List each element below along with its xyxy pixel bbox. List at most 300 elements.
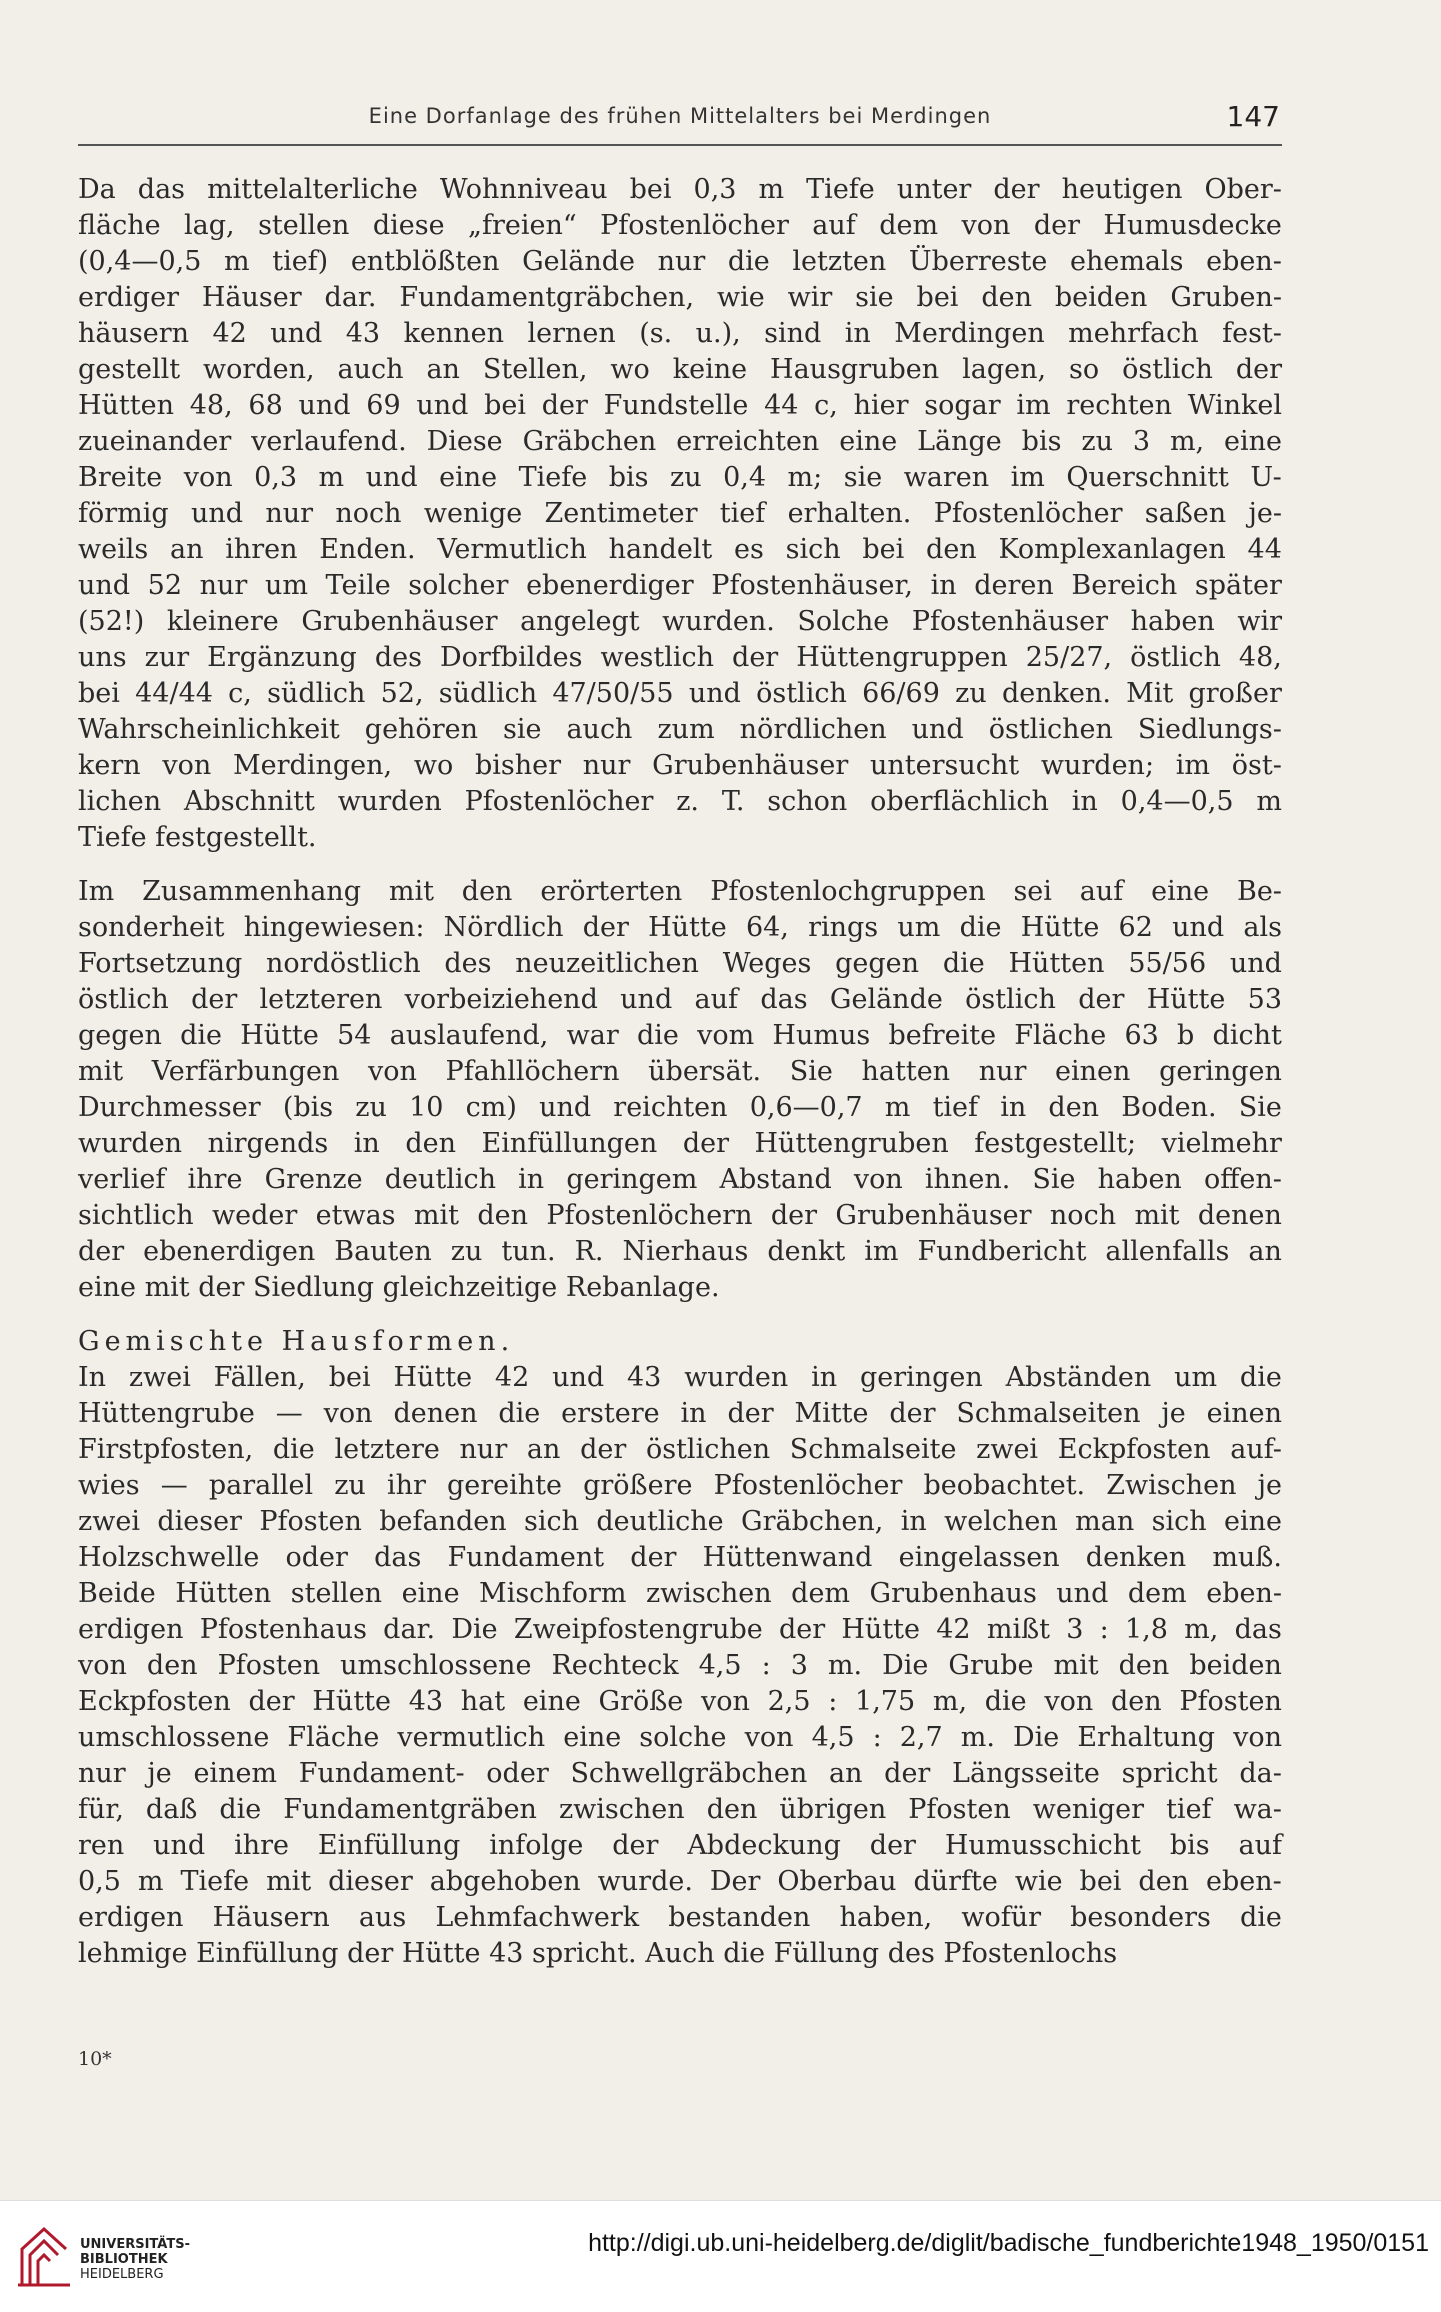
word: Pfostenhäuser [911,606,1108,637]
text-line [78,874,1282,910]
word: in [353,1128,380,1159]
word: U- [1250,462,1282,493]
word: deren [974,570,1054,601]
word: 1,75 [855,1686,916,1717]
word: waren [903,462,990,493]
word: die [180,1020,223,1051]
library-name [80,2237,190,2282]
word: den [461,876,513,907]
word: verlaufend. [251,426,407,457]
word: 48, [1238,642,1282,673]
text-line [78,1504,1282,1540]
word: Hütte [393,1362,473,1393]
word: Fundamentgräbchen, [399,282,695,313]
word: Oberbau [777,1866,897,1897]
text-line [78,1612,1282,1648]
word: die [219,1794,262,1825]
word: Pfostenlöcher [600,210,789,241]
word: Der [709,1866,761,1897]
word: 66/69 [862,678,940,709]
word: letzten [792,246,887,277]
word: Fundament- [298,1758,465,1789]
word: sogar [924,390,1001,421]
source-url-link[interactable]: http://digi.ub.uni-heidelberg.de/diglit/badische_fundberichte1948_1950/0151 [588,2229,1429,2257]
word: Be- [1236,876,1282,907]
word: nur [657,246,706,277]
word: Grenze [264,1164,363,1195]
word: lichen [78,786,162,817]
word: westlich [600,642,715,673]
word: denen [393,1398,478,1429]
word: Pfostenlöcher [464,786,654,817]
word: im [1016,390,1051,421]
word: nur [978,1056,1027,1087]
word: den [1110,1686,1162,1717]
word: sind [764,318,822,349]
word: kleinere [166,606,279,637]
word: von [961,210,1011,241]
word: oberflächlich [870,786,1049,817]
word: Hütte [841,1614,921,1645]
word: fest- [1222,318,1282,349]
word: auf [812,210,856,241]
word: Fällen, [213,1362,306,1393]
word: verlief [78,1164,166,1195]
word: 3 [790,1650,808,1681]
word: daß [145,1794,198,1825]
text-line [78,982,1282,1018]
word: mit [1053,1650,1099,1681]
word: „freien“ [467,210,577,241]
word: Längsseite [952,1758,1100,1789]
word: lag, [184,210,235,241]
text-line [78,946,1282,982]
word: wurden; [1040,750,1155,781]
word: wo [413,750,454,781]
word: für, [78,1794,124,1825]
word: 63 [1124,1020,1159,1051]
word: Schwellgräbchen [570,1758,808,1789]
word: zu [669,462,702,493]
word: beiden [1189,1650,1282,1681]
word: 42 [494,1362,530,1393]
word: bei [862,534,905,565]
word: angelegt [520,606,640,637]
word: einen [1206,1398,1282,1429]
word: zur [144,642,190,673]
word: Tiefe [180,1866,250,1897]
word: bei [916,282,959,313]
word: keine [672,354,748,385]
word: und [78,570,131,601]
text-line [78,1432,1282,1468]
word: 2,7 [899,1722,943,1753]
word: östlich [965,984,1056,1015]
word: Fundstelle [603,390,749,421]
word: Hütten [1008,948,1105,979]
word: Vermutlich [437,534,587,565]
word: : [761,1650,771,1681]
word: mehrfach [1068,318,1199,349]
word: Gräbchen [522,426,657,457]
text-line [78,1018,1282,1054]
word: eben- [1206,1866,1282,1897]
word: von [183,462,233,493]
word: Hütten [78,390,175,421]
text-line [78,784,1282,820]
word: östlichen [645,1434,771,1465]
text-line [78,1234,1282,1270]
word: dem [1127,1578,1187,1609]
word: geringen [1159,1056,1282,1087]
word: südlich [438,678,538,709]
word: 0,6—0,7 [749,1092,863,1123]
word: Zusammenhang [142,876,361,907]
text-line [78,172,1282,208]
text-line [78,208,1282,244]
word: stellen [258,210,350,241]
word: die [636,1020,679,1051]
word: reichten [613,1092,728,1123]
word: gestellt [78,354,181,385]
word: beiden [1054,282,1148,313]
word: bis [1169,1830,1210,1861]
word: gehören [364,714,478,745]
word: mißt [986,1614,1050,1645]
word: Die [882,1650,929,1681]
word: öst- [1231,750,1282,781]
word: oder [486,1758,549,1789]
word: an [1248,1236,1282,1267]
word: auf [1079,876,1124,907]
text-line [78,910,1282,946]
word: Grubenhäuser [652,750,849,781]
word: m, [1184,1614,1219,1645]
word: je [147,1758,172,1789]
word: 44/44 [135,678,213,709]
word: Die [1013,1722,1060,1753]
word: übrigen [779,1794,887,1825]
word: bei [629,174,672,205]
word: Pfosten [1179,1686,1282,1717]
word: auch [337,354,404,385]
word: das [374,1542,422,1573]
word: allenfalls [1105,1236,1230,1267]
word: der [869,1830,916,1861]
word: Grubenhaus [869,1578,1037,1609]
word: Pfosten [908,1794,1011,1825]
word: erdigen [78,1614,184,1645]
word: förmig [78,498,169,529]
word: tief [719,498,766,529]
word: worden, [203,354,315,385]
word: wa- [1233,1794,1282,1825]
word: einem [193,1758,278,1789]
word: wir [787,282,833,313]
word: eingelassen [898,1542,1060,1573]
text-line [78,388,1282,424]
word: von [368,1056,417,1087]
word: wenige [423,498,523,529]
word: von [700,1686,750,1717]
word: der [541,390,588,421]
word: die [984,1686,1027,1717]
word: umschlossene [78,1722,270,1753]
text-line [78,1756,1282,1792]
word: der [78,1236,125,1267]
text-line [78,748,1282,784]
word: m [137,1866,164,1897]
word: weils [78,534,149,565]
word: 47/50/55 [552,678,674,709]
word: Hütten [175,1578,272,1609]
word: wurden [337,786,442,817]
word: geringen [859,1362,983,1393]
word: Durchmesser [78,1092,261,1123]
word: 4,5 [811,1722,855,1753]
text-line [78,568,1282,604]
text-line [78,1396,1282,1432]
word: die [959,912,1002,943]
text-line [78,496,1282,532]
word: In [78,1362,107,1393]
word: von [323,1398,373,1429]
text-line [78,1720,1282,1756]
word: noch [1049,1200,1117,1231]
word: dem [879,210,939,241]
word: auch [566,714,633,745]
word: Eckpfosten [1057,1434,1211,1465]
word: Nördlich [443,912,564,943]
word: zwei [128,1362,191,1393]
word: Ober- [1204,174,1282,205]
word: der [580,1434,627,1465]
word: Einfüllung [317,1830,461,1861]
word: von [162,750,212,781]
word: Siedlungs- [1137,714,1282,745]
word: der [732,642,779,673]
word: Bereich [1071,570,1178,601]
word: ihre [234,1830,290,1861]
word: weniger [1032,1794,1145,1825]
word: östlich [78,984,169,1015]
word: muß. [1212,1542,1282,1573]
word: einen [1055,1056,1131,1087]
word: häusern [78,318,190,349]
word: nur [582,750,631,781]
word: hingewiesen: [243,912,425,943]
word: 0,4 [723,462,767,493]
word: Pfostenlöchern [546,1200,753,1231]
body-text [78,172,1282,1972]
word: Abdeckung [687,1830,841,1861]
word: welchen [944,1506,1058,1537]
word: Da [78,174,116,205]
word: Grubenhäuser [301,606,498,637]
word: 44 [764,390,799,421]
word: — [160,1470,188,1501]
word: Humusschicht [944,1830,1141,1861]
word: ren [78,1830,125,1861]
section-heading: Gemischte Hausformen. [78,1326,515,1357]
library-logo-icon [14,2219,74,2291]
word: hat [460,1686,506,1717]
word: c, [228,678,252,709]
word: befreite [888,1020,997,1051]
word: 42 [936,1614,971,1645]
word: solche [639,1722,727,1753]
word: m. [827,1650,863,1681]
word: m, [1169,426,1205,457]
word: hatten [861,1056,951,1087]
word: parallel [208,1470,314,1501]
word: im [1175,750,1211,781]
word: 1,8 [1124,1614,1168,1645]
word: dieser [157,1506,242,1537]
word: Gruben- [1170,282,1282,313]
word: 3 [1066,1614,1084,1645]
word: Häuser [201,282,302,313]
word: oder [285,1542,348,1573]
word: Pfahllöchern [445,1056,620,1087]
word: gegen [835,948,920,979]
word: Hüttenwand [702,1542,873,1573]
word: Beide [78,1578,156,1609]
word: der [727,1398,774,1429]
word: erdiger [78,282,179,313]
word: Schmalseiten [956,1398,1141,1429]
word: Pfostenhaus [199,1614,367,1645]
text-line [78,640,1282,676]
library-name-line: UNIVERSITÄTS- [80,2237,190,2252]
word: (s. [639,318,673,349]
word: spricht [1121,1758,1218,1789]
word: Holzschwelle [78,1542,260,1573]
word: m [1256,786,1282,817]
word: der [1033,210,1080,241]
word: bestanden [668,1902,811,1933]
word: zueinander [78,426,232,457]
text-line [78,1468,1282,1504]
word: und [688,678,741,709]
word: besonders [1070,1902,1211,1933]
word: gegen [78,1020,162,1051]
word: 3 [1132,426,1151,457]
word: 10 [409,1092,444,1123]
word: m [884,1092,911,1123]
word: Firstpfosten, [78,1434,254,1465]
word: auf [1238,1830,1282,1861]
word: 43 [408,1686,444,1717]
word: Rechteck [551,1650,679,1681]
word: 44 [1247,534,1282,565]
word: (bis [282,1092,334,1123]
word: die [272,1434,315,1465]
word: mit [388,876,434,907]
word: denkt [767,1236,846,1267]
page-number: 147 [1226,100,1280,133]
word: noch [335,498,402,529]
word: weder [212,1200,298,1231]
word: wurden. [662,606,775,637]
text-line [78,424,1282,460]
word: in [518,1164,545,1195]
word: Pfostenlochgruppen [710,876,986,907]
word: man [1075,1506,1135,1537]
word: Bauten [334,1236,432,1267]
word: schon [767,786,848,817]
word: m [224,246,250,277]
word: vielmehr [1161,1128,1282,1159]
word: sie [843,462,883,493]
word: aus [358,1902,407,1933]
word: und [1229,948,1282,979]
word: T. [721,786,745,817]
word: Überreste [908,246,1048,277]
text-line [78,460,1282,496]
word: befanden [379,1506,507,1537]
word: Humus [772,1020,871,1051]
word: in [811,1362,838,1393]
word: nur [199,570,248,601]
word: 0,3 [254,462,298,493]
text-line [78,676,1282,712]
word: kennen [403,318,505,349]
word: erreichten [676,426,820,457]
word: Hausgruben [770,354,940,385]
word: eine [839,426,898,457]
word: Merdingen [894,318,1045,349]
word: Pfostenlöcher [933,498,1123,529]
text-line [78,1162,1282,1198]
word: zwischen [645,1578,772,1609]
word: kern [78,750,141,781]
word: erörterten [540,876,683,907]
text-line [78,1792,1282,1828]
word: so [1069,354,1100,385]
word: beobachtet. [923,1470,1086,1501]
word: östlich [756,678,847,709]
word: stellen [290,1578,383,1609]
word: Boden. [1121,1092,1217,1123]
word: mit [1134,1200,1180,1231]
word: 62 [1118,912,1153,943]
word: Häusern [212,1902,330,1933]
word: den [706,1794,758,1825]
word: rings [808,912,879,943]
word: entblößten [350,246,500,277]
word: der [1235,354,1282,385]
text-line [78,352,1282,388]
word: ihre [187,1164,243,1195]
word: mit [78,1056,124,1087]
word: nur [265,498,314,529]
word: eine [563,1722,622,1753]
word: Diese [426,426,503,457]
word: Fundbericht [917,1236,1087,1267]
word: die [942,948,985,979]
word: festgestellt; [974,1128,1137,1159]
word: deutliche [596,1506,724,1537]
word: Hütte [1020,912,1100,943]
word: auf- [1230,1434,1282,1465]
word: : [1099,1614,1109,1645]
word: ehemals [1069,246,1184,277]
word: bisher [474,750,561,781]
word: Zentimeter [544,498,698,529]
word: und [191,498,244,529]
word: mit [266,1866,312,1897]
